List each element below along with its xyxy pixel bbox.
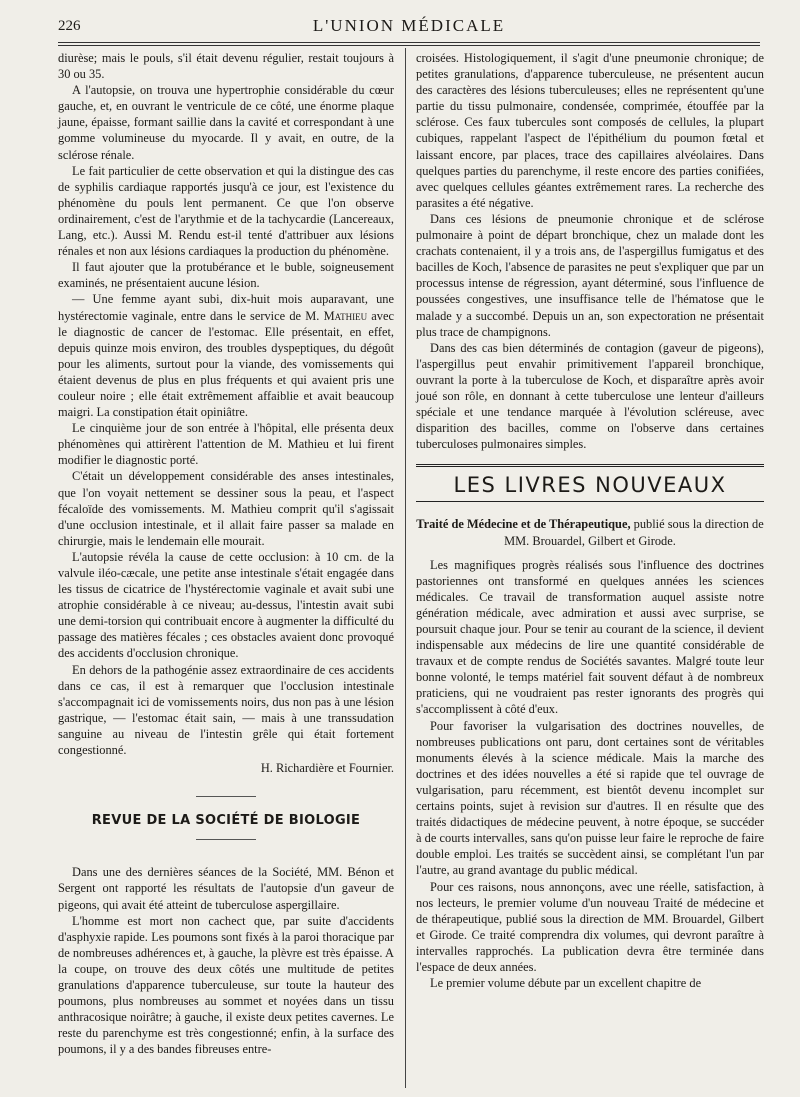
paragraph: A l'autopsie, on trouva une hypertrophie considérable du cœur gauche, et, en ouvrant le ventricule de ce côté, une énorme plaque jaune, épaisse, formant saillie dans la cavité et correspondant à une gomme volumineuse du myocarde. Il y avait, en outre, de la sclérose rénale. (58, 83, 394, 162)
signature: H. Richardière et Fournier. (260, 761, 394, 776)
paragraph: Le premier volume débute par un excellent chapitre de (430, 976, 702, 991)
paragraph: Dans des cas bien déterminés de contagion (gaveur de pigeons), l'aspergillus peut envahir primitivement l'appareil bronchique, ouvrant la porte à la tuberculose de Koch, et disparaître après avoir joué son rôle, en donnant à cette tuberculose une lenteur d'ailleurs spéciale et une tendance marquée à l'évolution scléreuse, avec disparition des bacilles, comme on l'observe dans certaines tuberculoses pulmonaires simples. (416, 340, 764, 452)
book-title: Traité de Médecine et de Thérapeutique, (416, 517, 631, 532)
paragraph: Pour favoriser la vulgarisation des doctrines nouvelles, de nombreuses publications ont paru, dont certaines sont de véritables monuments élevés à la science médicale. Mais la marche des doctrines et des idées nouvelles a été si rapide que tel ouvrage de vulgarisation, paru récemment, est bientôt devenu incomplet sur certains points, sujet à revision sur d'autres. Il en résulte que des traités didactiques de médecine peuvent, à notre époque, se succéder à de courts intervalles, sans qu'on puisse leur faire le reproche de faire double emploi. Les traités se succèdent ainsi, se complétant l'un par l'autre, au grand avantage du public médical. (416, 718, 764, 878)
header-rule (58, 42, 760, 46)
book-heading (416, 516, 764, 548)
paragraph: Le fait particulier de cette observation et qui la distingue des cas de syphilis cardiaque rapportés jusqu'à ce jour, est l'existence du phénomène du pouls lent permanent. Ce que l'on observe ordinairement, c'est de l'arythmie et de la tachycardie (Lancereaux, Lang, etc.). Aussi M. Rendu est-il tenté d'attribuer aux lésions rénales et non aux lésions cardiaques la production du phénomène. (58, 163, 394, 259)
page-header (58, 14, 760, 42)
paragraph: L'autopsie révéla la cause de cette occlusion: à 10 cm. de la valvule iléo-cæcale, une petite anse intestinale s'était engagée dans les tissus de cicatrice de l'hystérectomie vaginale et avait subi une atrophie considérable à ce niveau; au-dessus, l'intestin avait subi une demi-torsion qui contribuait encore à augmenter la difficulté du passage des matières fécales ; ces obstacles avaient donc provoqué des accidents d'occlusion chronique. (58, 549, 394, 661)
paragraph: — Une femme ayant subi, dix-huit mois auparavant, une hystérectomie vaginale, entre dans le service de M. Mathieu avec le diagnostic de cancer de l'estomac. Elle présentait, en effet, depuis quinze mois environ, des troubles dyspeptiques, du dégoût pour les aliments, surtout pour la viande, des vomissements qui étaient devenus de plus en plus fréquents et qui avaient pris une couleur noire ; elle était extrêmement affaiblie et avait beaucoup maigri. La constipation était opiniâtre. (58, 292, 394, 420)
paragraph: croisées. Histologiquement, il s'agit d'une pneumonie chronique; de petites granulations, d'apparence tuberculeuse, ne présentent aucun des caractères des lésions tuberculeuses; elles ne représentent qu'une partie du tissu pulmonaire, condensée, comprimée, étouffée par la sclérose. Ces faux tubercules sont composés de cellules, la plupart cubiques, rappelant l'aspect de l'épithélium du poumon fœtal et laissant encore, par places, trace des capillaires alvéolaires. Dans quelques parties du parenchyme, il reste encore des parties conifiées, avec quelques cellules géantes extrêmement rares. La recherche des parasites a été négative. (416, 51, 764, 210)
left-column (58, 50, 394, 1057)
paragraph: C'était un développement considérable des anses intestinales, que l'on voyait nettement se dessiner sous la peau, et l'aspect fécaloïde des vomissements. M. Mathieu comprit qu'il s'agissait d'une occlusion intestinale, et il allait faire passer sa malade en chirurgie, mais le lendemain elle mourait. (58, 469, 394, 548)
paragraph: diurèse; mais le pouls, s'il était devenu régulier, restait toujours à 30 ou 35. (58, 51, 394, 82)
section-rule (416, 464, 764, 467)
paragraph: Dans ces lésions de pneumonie chronique et de sclérose pulmonaire à point de départ bronchique, chez un malade dont les crachats contenaient, il y a trois ans, de l'aspergillus fumigatus et des bacilles de Koch, l'absence de parasites ne peut s'expliquer que par un processus intense de régression, ayant déterminé, sous l'influence de poussées congestives, une insuffisance telle de l'hématose que le malade y a succombé. Depuis un an, son expectoration ne présentait plus trace de champignons. (416, 211, 764, 339)
book-publication: publié sous la direction de MM. Brouardel, Gilbert et Girode. (504, 517, 764, 548)
journal-title: L'UNION MÉDICALE (312, 16, 506, 35)
paragraph: L'homme est mort non cachect que, par suite d'accidents d'asphyxie rapide. Les poumons sont fixés à la paroi thoracique par de nombreuses adhérences et, à gauche, la plèvre est très épaisse. A la coupe, on trouve des deux côtés une multitude de petites granulations d'apparence tuberculeuse, sur toute la hauteur des poumons, plus nombreuses au sommet et noyées dans un tissu anthracosique noirâtre; à gauche, il existe deux petites cavernes. Le reste du parenchyme est très congestionné; enfin, à la surface des poumons, il y a des bandes fibreuses entre- (58, 913, 394, 1057)
paragraph: Le cinquième jour de son entrée à l'hôpital, elle présenta deux phénomènes qui attirèrent l'attention de M. Mathieu et lui firent modifier le diagnostic porté. (58, 421, 394, 468)
section-title-livres: LES LIVRES NOUVEAUX (453, 473, 727, 498)
section-rule (416, 501, 764, 502)
page-number: 226 (58, 18, 81, 34)
author-name: Mathieu (323, 308, 368, 323)
section-title-biologie: REVUE DE LA SOCIÉTÉ DE BIOLOGIE (58, 796, 394, 840)
paragraph: En dehors de la pathogénie assez extraordinaire de ces accidents dans ce cas, il est à remarquer que l'occlusion intestinale s'accompagnait ici de vomissements noirs, dus non pas à une lésion gastrique, — l'estomac était sain, — mais à une transsudation sanguine au niveau de l'intestin grêle qui était fortement congestionné. (58, 662, 394, 758)
right-column (416, 50, 764, 991)
paragraph: Les magnifiques progrès réalisés sous l'influence des doctrines pastoriennes ont transformé en quelques années les sciences médicales. Ce travail de transformation auquel assiste notre génération médicale, avec admiration et aussi avec surprise, se poursuit chaque jour. Pour se tenir au courant de la science, il devient indispensable aux médecins de lire une quantité considérable de travaux et de compte rendus de Sociétés savantes. Malgré toute leur bonne volonté, le temps matériel fait souvent défaut à de nombreux praticiens, qui ne voudraient pas rester ignorants des progrès qui s'accomplissent à côté d'eux. (416, 557, 764, 717)
paragraph: Il faut ajouter que la protubérance et le buble, soigneusement examinés, ne présentaient aucune lésion. (58, 260, 394, 291)
paragraph: Dans une des dernières séances de la Société, MM. Bénon et Sergent ont rapporté les résultats de l'autopsie d'un gaveur de pigeons, qui avait été atteint de tuberculose aspergillaire. (58, 865, 394, 912)
paragraph: Pour ces raisons, nous annonçons, avec une réelle, satisfaction, à nos lecteurs, le premier volume d'un nouveau Traité de médecine et de thérapeutique, publié sous la direction de MM. Brouardel, Gilbert et Girode. Ce traité comprendra dix volumes, qui devront paraître à intervalles rapprochés. La publication devra être terminée dans l'espace de deux années. (416, 879, 764, 974)
column-divider (405, 48, 406, 1088)
